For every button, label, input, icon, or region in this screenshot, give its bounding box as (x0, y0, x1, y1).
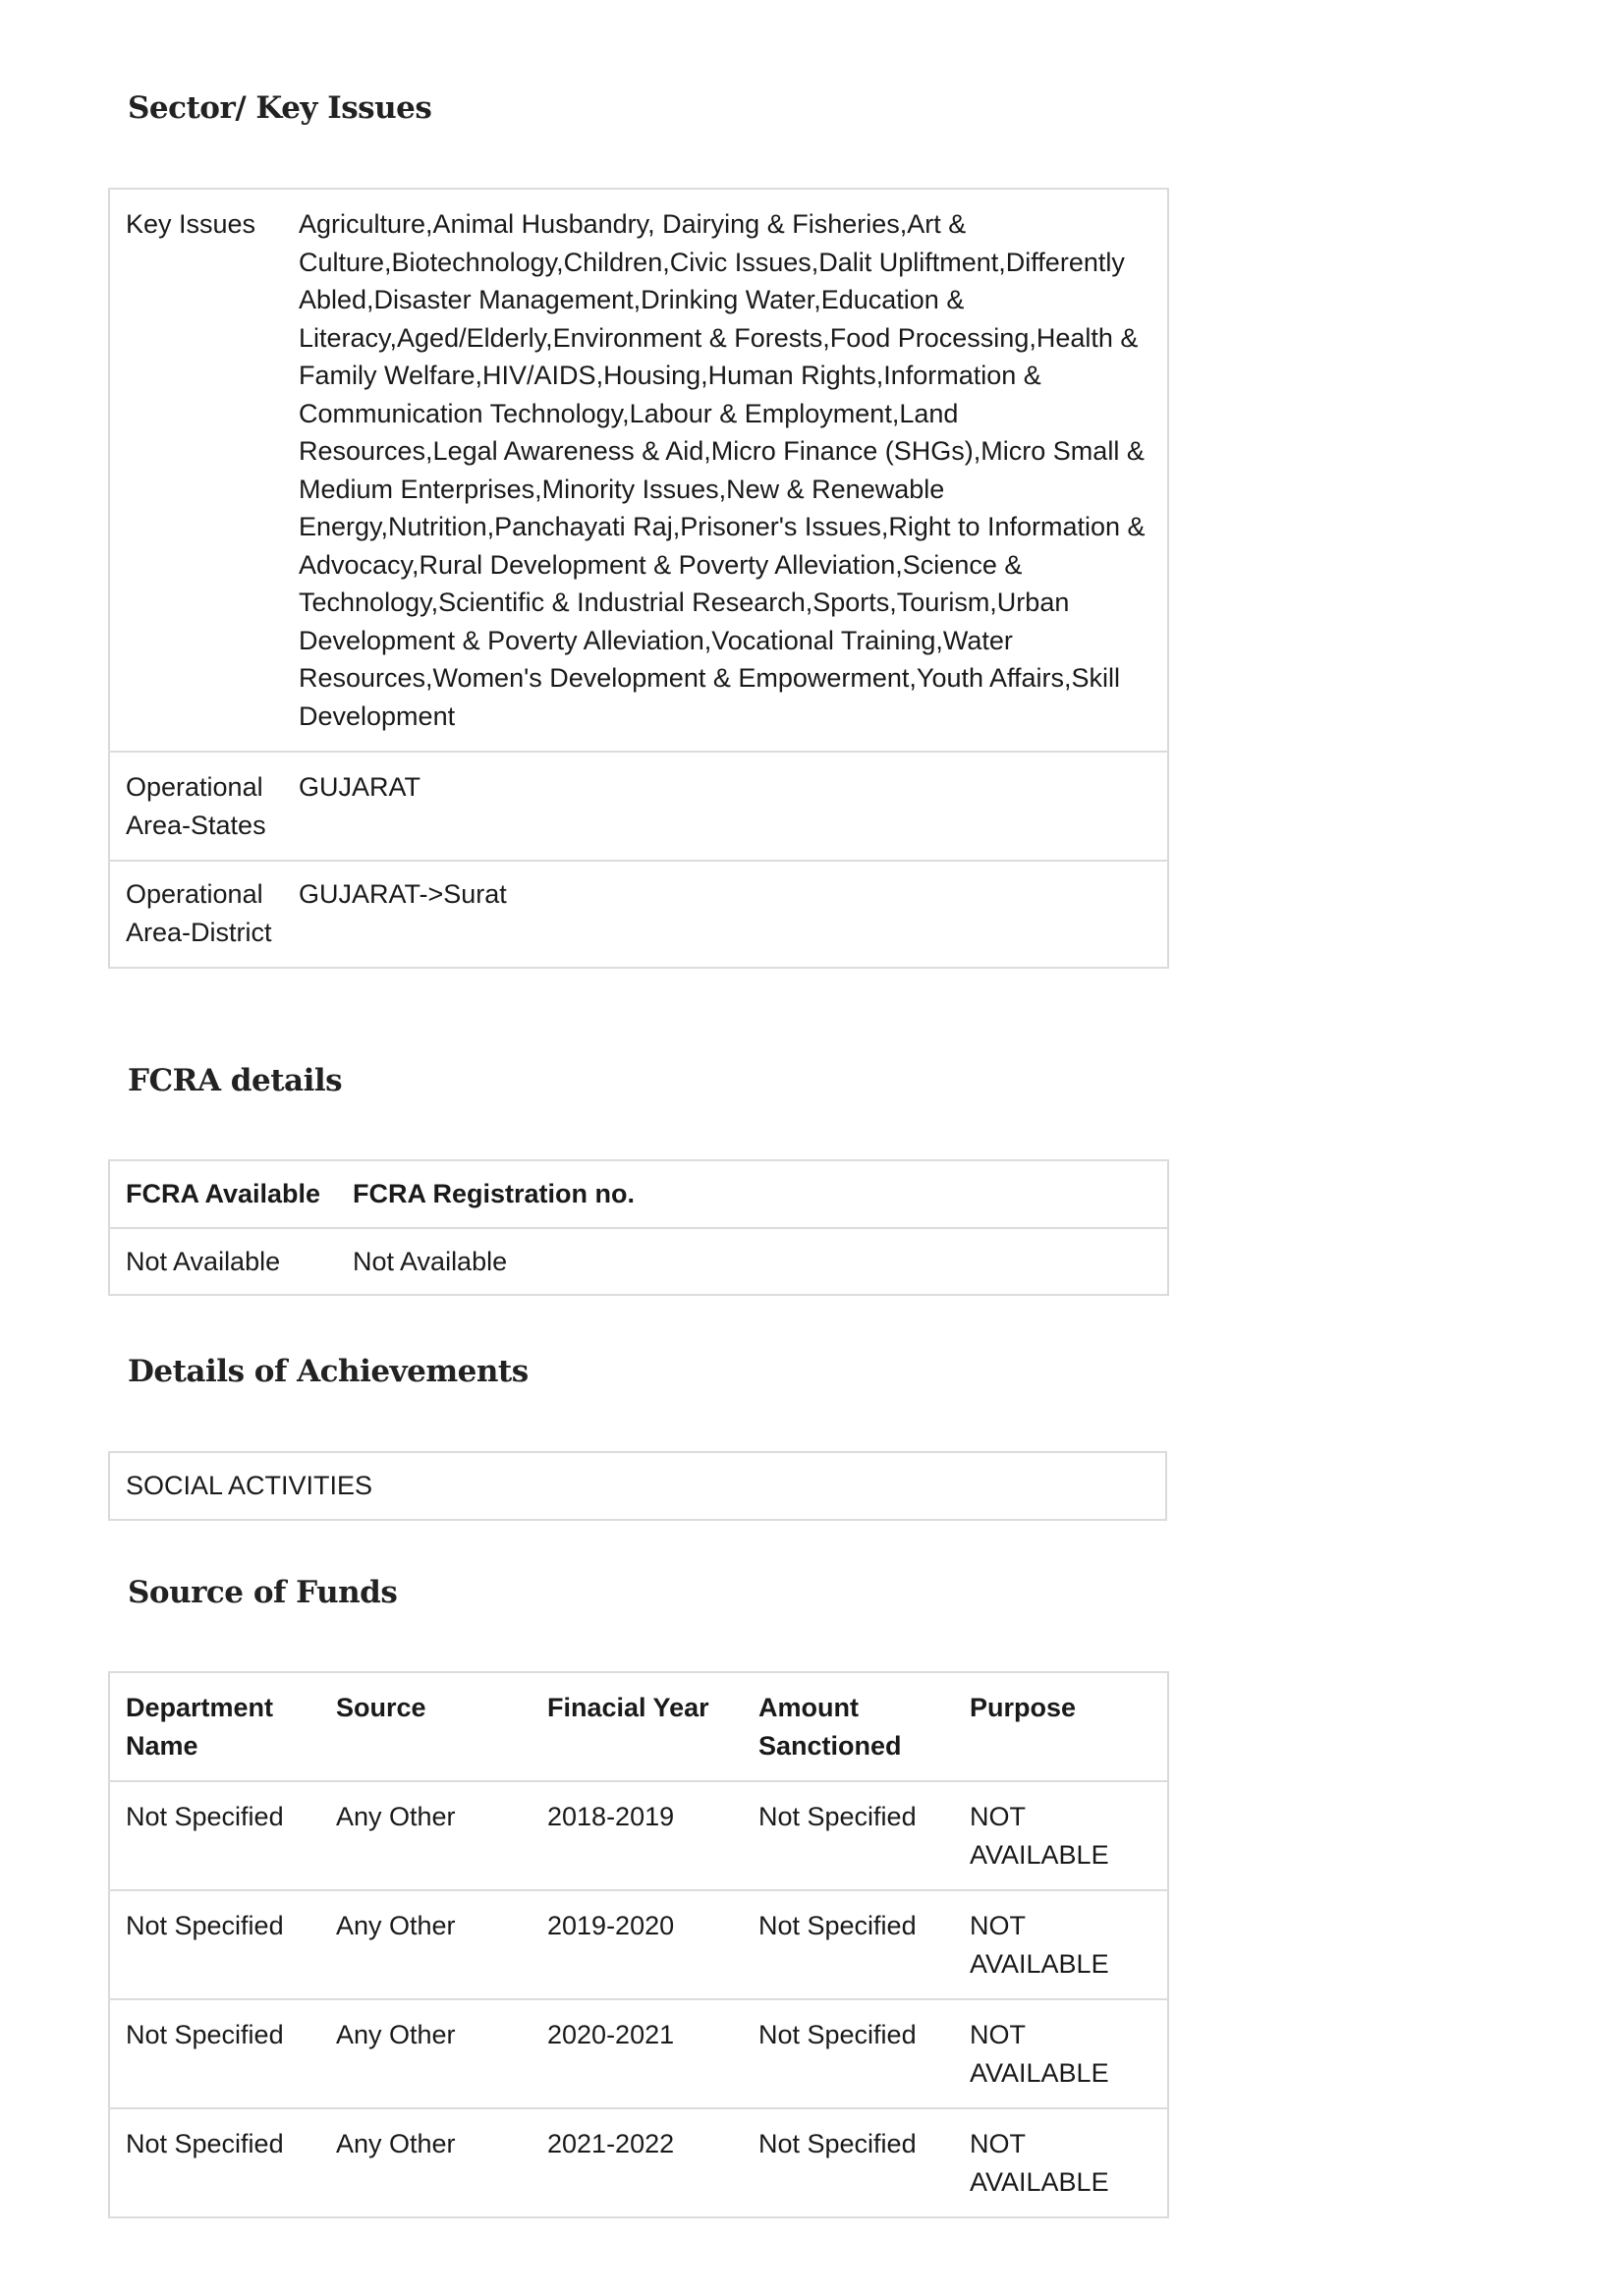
department-name-cell: Not Specified (109, 1781, 320, 1890)
operational-area-states-label: Operational Area-States (109, 752, 289, 861)
operational-area-district-label: Operational Area-District (109, 861, 289, 968)
funds-table (108, 1671, 1169, 2218)
amount-sanctioned-header: Amount Sanctioned (743, 1672, 954, 1781)
department-name-cell: Not Specified (109, 1999, 320, 2108)
key-issues-value: Agriculture,Animal Husbandry, Dairying & Fisheries,Art & Culture,Biotechnology,Children,Civic Issues,Dalit Upliftment,Differently Abled,Disaster Management,Drinking Water,Education & Literacy,Aged/Elderly,Environment & Forests,Food Processing,Health & Family Welfare,HIV/AIDS,Housing,Human Rights,Information & Communication Technology,Labour & Employment,Land Resources,Legal Awareness & Aid,Micro Finance (SHGs),Micro Small & Medium Enterprises,Minority Issues,New & Renewable Energy,Nutrition,Panchayati Raj,Prisoner's Issues,Right to Information & Advocacy,Rural Development & Poverty Alleviation,Science & Technology,Scientific & Industrial Research,Sports,Tourism,Urban Development & Poverty Alleviation,Vocational Training,Water Resources,Women's Development & Empowerment,Youth Affairs,Skill Development (289, 189, 1168, 752)
table-row (109, 1999, 1168, 2108)
financial-year-cell: 2018-2019 (532, 1781, 743, 1890)
table-row (109, 189, 1168, 752)
table-row (109, 1781, 1168, 1890)
fcra-available-header: FCRA Available (109, 1160, 337, 1228)
table-row (109, 861, 1168, 968)
amount-sanctioned-cell: Not Specified (743, 1999, 954, 2108)
key-issues-label: Key Issues (109, 189, 289, 752)
financial-year-cell: 2019-2020 (532, 1890, 743, 1999)
table-header-row (109, 1672, 1168, 1781)
table-row (109, 1228, 1168, 1296)
department-name-cell: Not Specified (109, 2108, 320, 2217)
table-row (109, 2108, 1168, 2217)
financial-year-cell: 2020-2021 (532, 1999, 743, 2108)
purpose-header: Purpose (954, 1672, 1168, 1781)
purpose-cell: NOT AVAILABLE (954, 1890, 1168, 1999)
source-cell: Any Other (320, 1781, 532, 1890)
financial-year-header: Finacial Year (532, 1672, 743, 1781)
table-row (109, 752, 1168, 861)
table-row (109, 1890, 1168, 1999)
sector-section-title: Sector/ Key Issues (128, 90, 432, 126)
department-name-header: Department Name (109, 1672, 320, 1781)
amount-sanctioned-cell: Not Specified (743, 1890, 954, 1999)
source-cell: Any Other (320, 2108, 532, 2217)
sector-table (108, 188, 1169, 969)
fcra-registration-value: Not Available (337, 1228, 1168, 1296)
achievements-text: SOCIAL ACTIVITIES (109, 1452, 1166, 1520)
achievements-table (108, 1451, 1167, 1521)
fcra-table (108, 1159, 1169, 1296)
table-header-row (109, 1160, 1168, 1228)
source-cell: Any Other (320, 1890, 532, 1999)
operational-area-district-value: GUJARAT->Surat (289, 861, 1168, 968)
source-cell: Any Other (320, 1999, 532, 2108)
operational-area-states-value: GUJARAT (289, 752, 1168, 861)
amount-sanctioned-cell: Not Specified (743, 2108, 954, 2217)
funds-section-title: Source of Funds (128, 1575, 398, 1610)
achievements-section-title: Details of Achievements (128, 1354, 529, 1389)
financial-year-cell: 2021-2022 (532, 2108, 743, 2217)
table-row (109, 1452, 1166, 1520)
purpose-cell: NOT AVAILABLE (954, 2108, 1168, 2217)
amount-sanctioned-cell: Not Specified (743, 1781, 954, 1890)
purpose-cell: NOT AVAILABLE (954, 1781, 1168, 1890)
purpose-cell: NOT AVAILABLE (954, 1999, 1168, 2108)
source-header: Source (320, 1672, 532, 1781)
fcra-available-value: Not Available (109, 1228, 337, 1296)
department-name-cell: Not Specified (109, 1890, 320, 1999)
fcra-registration-header: FCRA Registration no. (337, 1160, 1168, 1228)
fcra-section-title: FCRA details (128, 1063, 343, 1098)
